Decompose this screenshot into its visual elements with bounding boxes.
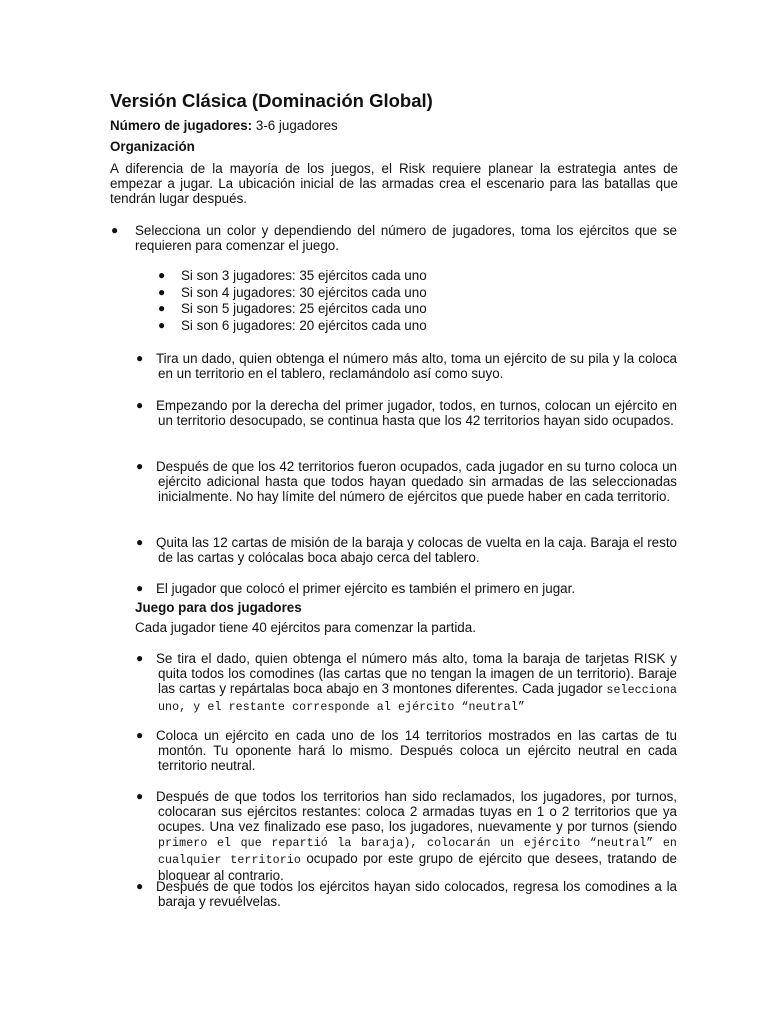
bullet-glyph: ● — [136, 789, 144, 803]
bullet-glyph: ● — [136, 535, 144, 549]
step-text-mono: selecciona uno, y el restante corresponde al ejército “neutral” — [158, 684, 677, 714]
list-item: ● Si son 6 jugadores: 20 ejércitos cada uno — [158, 317, 427, 333]
bullet-glyph: ● — [136, 459, 144, 473]
bullet-glyph: ● — [158, 317, 166, 332]
bullet-glyph: ● — [136, 581, 144, 595]
list-item: ● Si son 3 jugadores: 35 ejércitos cada uno — [158, 268, 427, 283]
step-text-mono: primero el que repartió la baraja), colocarán un ejército “neutral” en cualquier territorio — [158, 837, 677, 867]
step-text: Después de que todos los territorios han sido reclamados, los jugadores, por turnos, colocaran sus ejércitos restantes: coloca 2 armadas tuyas en 1 o 2 territorios que ya ocupes. Una vez finalizado ese paso, los jugadores, nuevamente y por turnos (siendo — [156, 789, 677, 834]
page-title: Versión Clásica (Dominación Global) — [110, 90, 433, 111]
step-text: Quita las 12 cartas de misión de la baraja y colocas de vuelta en la caja. Baraja el resto de las cartas y colócalas boca abajo cerca del tablero. — [156, 535, 677, 565]
bullet-glyph: ● — [136, 879, 144, 893]
bullet-glyph: ● — [136, 728, 144, 742]
two-player-step — [158, 789, 677, 883]
players-line — [110, 118, 338, 133]
bullet-glyph: ● — [158, 301, 166, 316]
bullet-glyph: ● — [111, 223, 119, 237]
bullet-glyph: ● — [136, 651, 144, 665]
bullet-glyph: ● — [158, 284, 166, 299]
step-text: Tira un dado, quien obtenga el número más alto, toma un ejército de su pila y la coloca en un territorio en el tablero, reclamándolo así como suyo. — [156, 351, 677, 381]
bullet-glyph: ● — [136, 351, 144, 365]
step-text: El jugador que colocó el primer ejército es también el primero en jugar. — [156, 581, 576, 596]
bullet-glyph: ● — [136, 398, 144, 412]
players-label: Número de jugadores: — [110, 118, 253, 133]
step-text: Coloca un ejército en cada uno de los 14 territorios mostrados en las cartas de tu montón. Tu oponente hará lo mismo. Después coloca un ejército neutral en cada territorio neutral. — [156, 728, 677, 773]
list-item: ● Si son 4 jugadores: 30 ejércitos cada uno — [158, 284, 427, 300]
step-text: ocupado por este grupo de ejército que desees, tratando de bloquear al contrario. — [158, 851, 677, 883]
bullet-main-text: Selecciona un color y dependiendo del número de jugadores, toma los ejércitos que se requieren para comenzar el juego. — [135, 223, 677, 253]
step-text: Se tira el dado, quien obtenga el número más alto, toma la baraja de tarjetas RISK y quita todos los comodines (las cartas que no tengan la imagen de un territorio). Baraje las cartas y repártalas boca abajo en 3 montones diferentes. Cada jugador — [156, 651, 677, 696]
bullet-glyph: ● — [158, 268, 166, 282]
organization-heading: Organización — [110, 139, 195, 154]
step-text: Después de que los 42 territorios fueron ocupados, cada jugador en su turno coloca un ejército adicional hasta que todos hayan quedado sin armadas de las seleccionadas inicialmente. No hay límite del número de ejércitos que puede haber en cada territorio. — [156, 459, 677, 504]
step-text: Después de que todos los ejércitos hayan sido colocados, regresa los comodines a la baraja y revuélvelas. — [156, 879, 677, 909]
organization-intro: A diferencia de la mayoría de los juegos, el Risk requiere planear la estrategia antes de empezar a jugar. La ubicación inicial de las armadas crea el escenario para las batallas que tendrán lugar después. — [110, 161, 678, 206]
step-text: Empezando por la derecha del primer jugador, todos, en turnos, colocan un ejército en un territorio desocupado, se continua hasta que los 42 territorios hayan sido ocupados. — [156, 398, 677, 428]
army-count-list — [158, 268, 427, 334]
list-item: ● Si son 5 jugadores: 25 ejércitos cada uno — [158, 301, 427, 317]
two-player-step — [158, 651, 677, 715]
players-value: 3-6 jugadores — [252, 118, 338, 133]
two-players-heading: Juego para dos jugadores — [135, 600, 302, 615]
two-players-intro: Cada jugador tiene 40 ejércitos para comenzar la partida. — [135, 620, 476, 635]
